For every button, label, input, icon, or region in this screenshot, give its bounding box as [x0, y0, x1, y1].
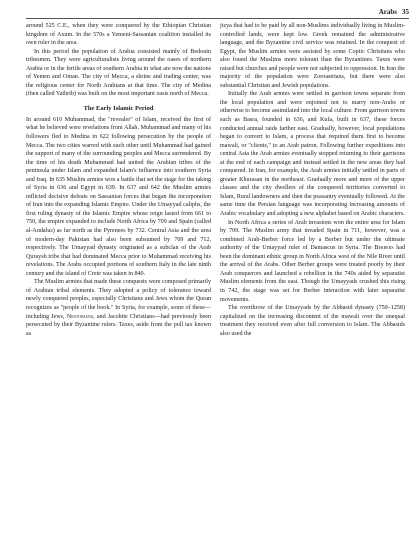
left-column	[26, 22, 211, 544]
running-header	[0, 6, 417, 18]
page-number: 35	[402, 8, 409, 16]
header-rule	[26, 18, 409, 19]
paragraph-text: The Muslim armies that made these conquests were composed primarily of Arabian tribal elements. They adopted a policy of tolerance toward newly conquered peoples, especially Christians and Jews whom the Quran recognizes as "people of the book." In Syria, for example, some of these—including Jews,	[26, 279, 211, 320]
paragraph: The overthrow of the Umayyads by the Abbasid dynasty (750–1258) capitalized on the increasing discontent of the mawali over the unequal treatment they received even after full conversion to Islam. The Abbasids also used the	[220, 305, 405, 337]
paragraph: Initially the Arab armies were settled in garrison towns separate from the local population and were enjoined not to marry non-Arabs or otherwise to become assimilated into the local culture. From garrison towns such as Basra, founded in 636, and Kufa, built in 637, these forces conducted annual raids farther east. Gradually, however, local populations began to convert to Islam, a process that required them first to become mawali, or "clients," to an Arab patron. Following further expeditions into central Asia the Arab armies eventually stopped returning to their garrisons at the end of each campaign and instead settled in the new areas they had conquered. In Iran, for example, the Arab armies initially settled in parts of greater Khurasan in the northeast. Gradually more and more of the upper classes and the city dwellers of the conquered territories converted to Islam, Rural landowners and then the peasantry eventually followed. At the same time the Persian language was incorporating increasing amounts of Arabic vocabulary and adopting a new alphabet based on Arabic characters.	[220, 91, 405, 218]
paragraph-text: In North Africa a series of Arab invasions won the entire area for Islam by 709. The Muslim army that invaded Spain in 711, however, was a combined Arab-Berber force led by a Berber but under the ultimate authority of the Umayyad ruler of Damascus in Syria. The	[220, 219, 405, 252]
paragraph-text: , and Jacobite Christians—had previously been persecuted by their Byzantine rulers. Taxes, aside from the poll tax known as	[26, 313, 211, 337]
paragraph	[26, 278, 211, 338]
right-column	[220, 22, 405, 544]
section-heading: The Early Islamic Period	[83, 104, 154, 112]
paragraph: around 525 C.E., when they were conquered by the Ethiopian Christian kingdom of Axum. In the 570s a Yemeni-Sassanian coalition installed its own ruler in the area.	[26, 23, 211, 47]
cross-reference: Berbers	[374, 244, 394, 252]
running-title: Arabs	[378, 8, 397, 16]
paragraph: jizya that had to be paid by all non-Muslims individually living in Muslim-controlled lands, were kept low. Greek remained the administrative language, and the Byzantine civil service was retained. In the conquest of Egypt, the Muslim armies were assisted by some Coptic Christians who also found the Muslims more tolerant than the Byzantines. Taxes were raised but churches and people were not subjected to oppression. In Iran the majority of the population were Zoroastrians, but there were also substantial Christian and Jewish populations.	[220, 23, 405, 89]
paragraph: In this period the population of Arabia consisted mainly of Bedouin tribesmen. They were agriculturalists living around the oases of northern Arabia or in the fertile areas of southern Arabia in what are now the nations of Yemen and Oman. The city of Mecca, a shrine and trading center, was the religious center for North Arabians at that time. The city of Medina (then called Yathrib) was built on the most important oasis north of Mecca.	[26, 48, 211, 98]
paragraph-text: had been the dominant ethnic group in North Africa west of the Nile River until the arrival of the Arabs. Other Berber groups were treated poorly by their Arab conquerors and launched a rebellion in the 740s aided by separatist Muslim elements from the east. Though the Umayyads crushed this rising in 742, the stage was set for Berber interaction with later separatist movements.	[220, 245, 405, 303]
cross-reference: Nestorians	[66, 312, 94, 320]
paragraph	[220, 219, 405, 304]
paragraph: In around 610 Muhammad, the "revealer" of Islam, received the first of what he believed were revelations from Allah. Muhammad and many of his followers fled to Medina in 622 following persecution by the people of Mecca. The two cities warred with each other until Muhammad had gained the support of many of the surrounding peoples and Mecca surrendered. By the time of his death Muhammad had united the Arabian tribes of the peninsula under Islam and expanded Islam's influence into southern Syria and Iraq. In 635 Muslim armies won a battle that set the stage for the taking of Syria in 636 and Egypt in 639. In 637 and 642 the Muslim armies inflicted decisive defeats on Sassanian forces that began the incorporation of Iran into the expanding Islamic Empire. Under the Umayyad caliphs, the first ruling dynasty of the Islamic Empire whose reign lasted from 661 to 750, the empire expanded to include North Africa by 709 and Spain (called al-Andalus) as far north as the Pyrenees by 732. Central Asia and the area of modern-day Pakistan had also been subsumed by 709 and 712, respectively. The Umayyad dynasty originated as a subclan of the Arab Quraysh tribe that had dominated Mecca prior to Muhammad receiving his revelations. The Arabs occupied portions of southern Italy in the late ninth century and the island of Crete was taken in 840.	[26, 116, 211, 277]
